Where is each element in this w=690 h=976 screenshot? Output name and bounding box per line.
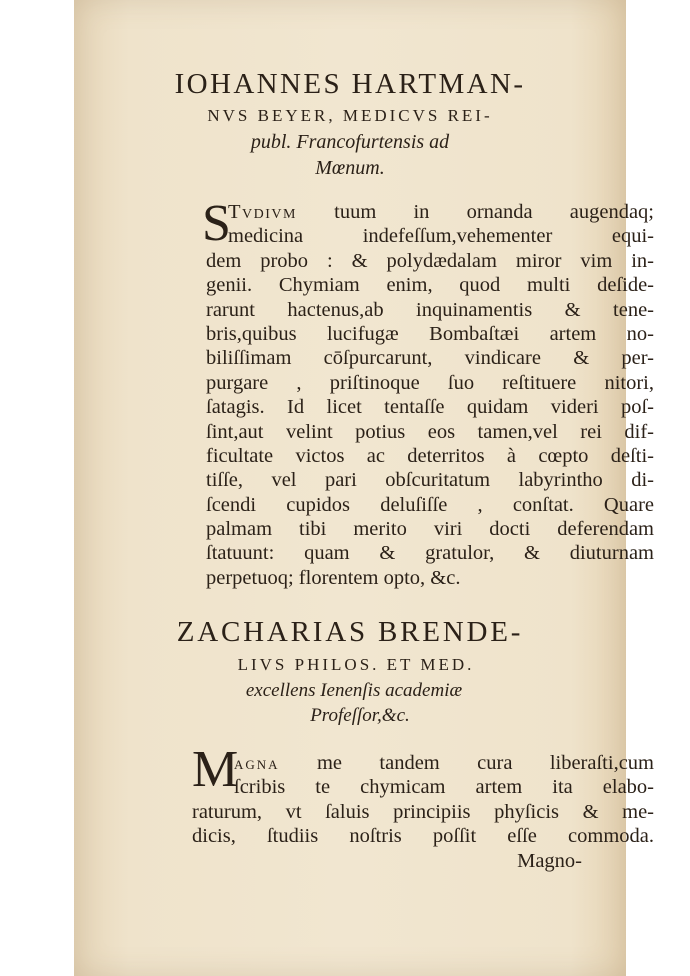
- letter1-heading-line2: NVS BEYER, MEDICVS REI-: [207, 106, 493, 125]
- letter1-line: tiſſe, vel pari obſcuritatum labyrintho di-: [206, 469, 654, 492]
- letter1-line: dem probo : & polydædalam miror vim in-: [206, 249, 654, 272]
- letter1-line: Tvdivm tuum in ornanda augendaq;: [228, 201, 654, 223]
- letter2-line: agna me tandem cura liberaſti,cum: [234, 752, 654, 774]
- letter1-heading-line4: Mœnum.: [315, 157, 385, 179]
- letter2-line: ſcribis te chymicam artem ita elabo-: [234, 776, 654, 799]
- letter1-body-main: [206, 249, 654, 590]
- letter1-line: rarunt hactenus,ab inquinamentis & tene-: [206, 298, 654, 321]
- letter1-heading-line1: IOHANNES HARTMAN-: [174, 68, 526, 100]
- letter2-heading-line3: excellens Ienenſis academiæ: [245, 680, 463, 701]
- letter2-body: [234, 751, 654, 800]
- letter1-drop-cap: S: [202, 195, 231, 252]
- letter1-line: medicina indefeſſum,vehementer equi-: [228, 225, 654, 248]
- catchword: Magno-: [517, 850, 582, 872]
- letter1-body: [228, 200, 654, 224]
- letter1-opening-word: Tvdivm: [228, 201, 297, 223]
- letter1-line: palmam tibi merito viri docti deferendam: [206, 518, 654, 541]
- letter1-line: biliſſimam cōſpurcarunt, vindicare & per-: [206, 347, 654, 370]
- book-page: [74, 0, 654, 976]
- letter1-line: ſtatuunt: quam & gratulor, & diuturnam: [206, 542, 654, 565]
- letter2-heading-line1: ZACHARIAS BRENDE-: [176, 616, 524, 648]
- letter1-line: bris,quibus lucifugæ Bombaſtæi artem no-: [206, 322, 654, 345]
- letter1-line: ficultate victos ac deterritos à cœpto deſti-: [206, 444, 654, 467]
- letter2-opening-word: agna: [234, 753, 280, 773]
- letter1-line: ſint,aut velint potius eos tamen,vel rei dif-: [206, 420, 654, 443]
- letter2-heading-line2: LIVS PHILOS. ET MED.: [237, 655, 475, 674]
- letter1-heading-line3: publ. Francofurtensis ad: [250, 131, 450, 153]
- letter1-line: ſatagis. Id licet tentaſſe quidam videri poſ-: [206, 396, 654, 419]
- letter2-line: dicis, ſtudiis noſtris poſſit eſſe commoda.: [192, 825, 654, 848]
- letter1-line: purgare , priſtinoque ſuo reſtituere nitori,: [206, 371, 654, 394]
- letter2-line: raturum, vt ſaluis principiis phyſicis & me-: [192, 800, 654, 823]
- letter1-line: perpetuoq; florentem opto, &c.: [206, 566, 461, 589]
- letter1-line: genii. Chymiam enim, quod multi deſide-: [206, 274, 654, 297]
- letter1-line: ſcendi cupidos deluſiſſe , conſtat. Quare: [206, 493, 654, 516]
- letter1-body-cont: [228, 224, 654, 248]
- letter2-body-main: [192, 800, 654, 849]
- letter2-drop-cap: M: [192, 741, 239, 798]
- letter2-heading-line4: Profeſſor,&c.: [310, 705, 410, 726]
